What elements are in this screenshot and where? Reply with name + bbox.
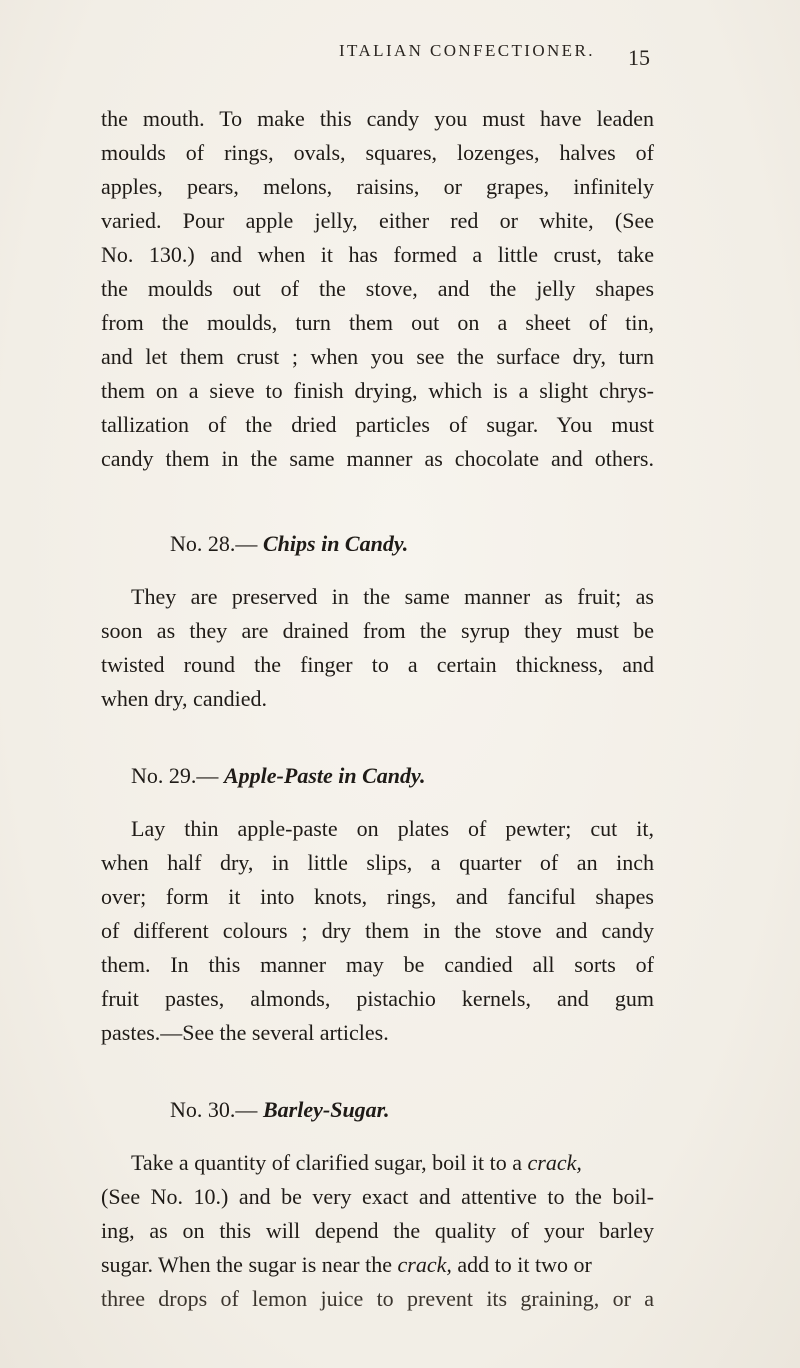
text-line: from the moulds, turn them out on a sheet of tin,: [101, 310, 654, 335]
text-line: twisted round the finger to a certain thickness, and: [101, 652, 654, 677]
text-line: No. 130.) and when it has formed a little crust, take: [101, 242, 654, 267]
text-line: them. In this manner may be candied all sorts of: [101, 952, 654, 977]
page-header: [0, 40, 800, 80]
text-line: them on a sieve to finish drying, which is a slight chrys-: [101, 378, 654, 403]
section-heading-30: [0, 1092, 800, 1128]
section-number: No. 30.—: [170, 1097, 258, 1122]
text-line: Lay thin apple-paste on plates of pewter; cut it,: [131, 816, 654, 841]
text-line: over; form it into knots, rings, and fanciful shapes: [101, 884, 654, 909]
running-head: ITALIAN CONFECTIONER.: [339, 41, 595, 60]
text-line: fruit pastes, almonds, pistachio kernels, and gum: [101, 986, 654, 1011]
text-line: apples, pears, melons, raisins, or grapes, infinitely: [101, 174, 654, 199]
section-heading-29: [0, 758, 800, 794]
text-line: (See No. 10.) and be very exact and attentive to the boil-: [101, 1184, 654, 1209]
section-title: Apple-Paste in Candy.: [224, 763, 426, 788]
text-line: when half dry, in little slips, a quarter of an inch: [101, 850, 654, 875]
text-line: soon as they are drained from the syrup they must be: [101, 618, 654, 643]
page-number: 15: [628, 45, 650, 70]
section-number: No. 28.—: [170, 531, 258, 556]
text-line: when dry, candied.: [101, 686, 267, 711]
text-line: the mouth. To make this candy you must have leaden: [101, 106, 654, 131]
text-line: ing, as on this will depend the quality of your barley: [101, 1218, 654, 1243]
section-title: Chips in Candy.: [263, 531, 409, 556]
section-number: No. 29.—: [131, 763, 219, 788]
text-line: sugar. When the sugar is near the crack, add to it two or: [101, 1252, 592, 1277]
text-line: of different colours ; dry them in the stove and candy: [101, 918, 654, 943]
text-line: varied. Pour apple jelly, either red or white, (See: [101, 208, 654, 233]
text-line: three drops of lemon juice to prevent its graining, or a: [101, 1286, 654, 1311]
text-line: They are preserved in the same manner as fruit; as: [131, 584, 654, 609]
text-line: and let them crust ; when you see the surface dry, turn: [101, 344, 654, 369]
text-line: Take a quantity of clarified sugar, boil it to a crack,: [131, 1150, 582, 1175]
section-title: Barley-Sugar.: [263, 1097, 390, 1122]
text-line: candy them in the same manner as chocolate and others.: [101, 446, 654, 471]
text-line: moulds of rings, ovals, squares, lozenges, halves of: [101, 140, 654, 165]
text-line: the moulds out of the stove, and the jelly shapes: [101, 276, 654, 301]
text-line: pastes.—See the several articles.: [101, 1020, 389, 1045]
section-heading-28: [0, 526, 800, 562]
text-line: tallization of the dried particles of sugar. You must: [101, 412, 654, 437]
